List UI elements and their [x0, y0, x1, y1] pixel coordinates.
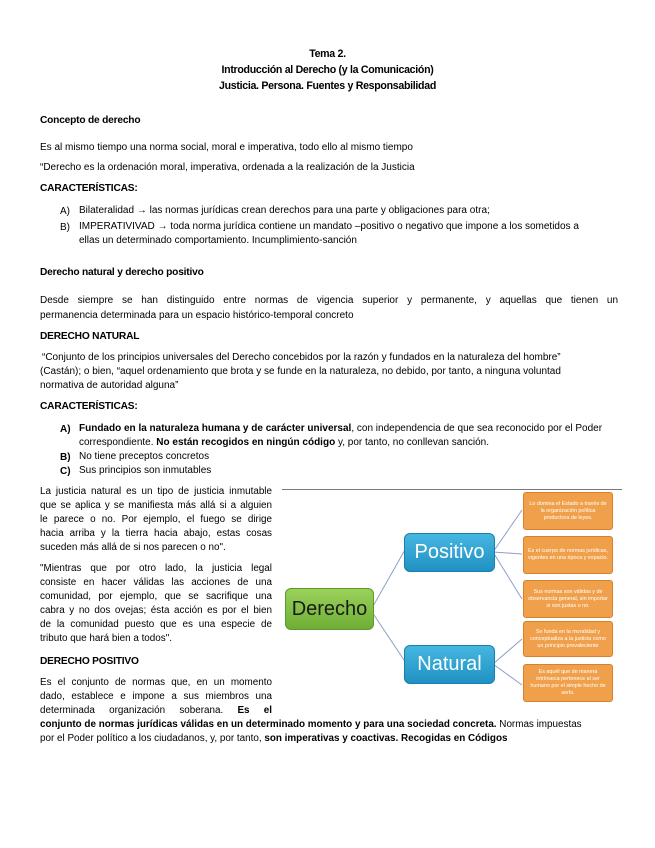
- connector-root-positivo: [372, 548, 406, 608]
- bottom-line-2-bold-1: son imperativas y coactivas.: [264, 733, 399, 744]
- list-item-bilateralidad: Bilateralidad → las normas jurídicas crean derechos para una parte y obligaciones para otra;: [79, 205, 490, 216]
- section-heading-natural-positivo: Derecho natural y derecho positivo: [40, 267, 204, 278]
- dn-marker-c: C): [60, 466, 71, 477]
- dn-marker-a: A): [60, 424, 71, 435]
- dn-definition-line-1: “Conjunto de los principios universales del Derecho concebidos por la razón y fundados en la naturaleza del hombre”: [42, 352, 561, 363]
- connector-natural-leaf-2: [493, 664, 522, 685]
- justicia-legal-l3: comunidad, por ejemplo, que se sacrifique una: [40, 591, 272, 602]
- diagram-node-derecho: Derecho: [285, 588, 374, 630]
- justicia-legal-l6: tributo que hará bien a todos".: [40, 633, 172, 644]
- dn-marker-b: B): [60, 452, 71, 463]
- connector-natural-leaf-1: [493, 639, 522, 664]
- dn-definition-line-3: normativa de autoridad alguna”: [40, 380, 179, 391]
- justicia-legal-l5: de la comunidad puesto que es una especie de: [40, 619, 272, 630]
- diagram-node-natural: Natural: [404, 645, 495, 684]
- diagram-node-positivo: Positivo: [404, 533, 495, 572]
- caracteristicas-heading-2: CARACTERÍSTICAS:: [40, 401, 138, 412]
- justicia-legal-l4: cabra y no dos ovejas; ésta acción es por el bien: [40, 605, 272, 616]
- bottom-line-1-rest: Normas impuestas: [496, 719, 582, 730]
- dn-item-a-bold: Fundado en la naturaleza humana y de carácter universal: [79, 423, 352, 434]
- dn-item-a-rest: , con independencia de que sea reconocido por el Poder: [351, 423, 603, 434]
- derecho-positivo-heading: DERECHO POSITIVO: [40, 656, 139, 667]
- dp-line-3-bold: Es el: [237, 705, 272, 716]
- dp-line-3-pre: determinada organización soberana.: [40, 705, 238, 716]
- dn-item-b: No tiene preceptos concretos: [79, 451, 210, 462]
- doc-title-line-3: Justicia. Persona. Fuentes y Responsabilidad: [219, 80, 436, 92]
- connector-positivo-leaf-2: [493, 552, 522, 554]
- dn-item-a-line2-pre: correspondiente.: [79, 437, 157, 448]
- list-item-imperatividad-cont: ellas un determinado comportamiento. Incumplimiento-sanción: [79, 235, 357, 246]
- list-item-imperatividad: IMPERATIVIVAD → toda norma jurídica contiene un mandato –positivo o negativo que impone a los sometidos a: [79, 221, 579, 232]
- np-paragraph-line-2: permanencia determinada para un espacio histórico-temporal concreto: [40, 310, 354, 321]
- diagram-leaf-positivo-1: Lo domina el Estado a través de la organización política productora de leyes.: [523, 492, 613, 530]
- dp-line-3: [40, 704, 272, 718]
- connector-positivo-leaf-1: [493, 510, 522, 552]
- concepto-paragraph-2: “Derecho es la ordenación moral, imperativa, ordenada a la realización de la Justicia: [40, 162, 415, 173]
- justicia-natural-l3: le parece o no. Por ejemplo, el fuego se dirige: [40, 514, 272, 525]
- justicia-legal-l2: consiste en hacer válidas las acciones de una: [40, 577, 272, 588]
- dn-item-a-line2-post: y, por tanto, no conllevan sanción.: [335, 437, 489, 448]
- diagram-leaf-positivo-2: Es el cuerpo de normas jurídicas, vigentes en una época y espacio.: [523, 536, 613, 574]
- justicia-natural-l1: La justicia natural es un tipo de justicia inmutable: [40, 486, 272, 497]
- bottom-line-2-bold-2: Recogidas en Códigos: [398, 733, 508, 744]
- justicia-natural-l5: suceden más allá de si nos parecen o no".: [40, 542, 226, 553]
- bottom-line-2: [40, 732, 507, 746]
- justicia-natural-l4: hacia arriba y la tierra hacia abajo, estas cosas: [40, 528, 272, 539]
- dn-item-a-line2-bold: No están recogidos en ningún código: [156, 437, 336, 448]
- section-heading-concepto: Concepto de derecho: [40, 115, 141, 126]
- bottom-line-1-bold: conjunto de normas jurídicas válidas en un determinado momento y para una sociedad concreta.: [40, 719, 497, 730]
- doc-title-line-1: Tema 2.: [309, 48, 346, 60]
- list-marker-b: B): [60, 222, 70, 233]
- diagram-leaf-positivo-3: Sus normas son válidas y de observancia general, sin importar si son justas o no.: [523, 580, 613, 618]
- np-paragraph-line-1: Desde siempre se han distinguido entre normas de vigencia superior y permanente, y aquellas que tienen un: [40, 295, 618, 306]
- dn-item-a-line-1: [79, 422, 624, 436]
- dn-definition-line-2: (Castán); o bien, “aquel ordenamiento que brota y se funde en la naturaleza, no debido, por tanto, a ninguna voluntad: [40, 366, 561, 377]
- caracteristicas-heading-1: CARACTERÍSTICAS:: [40, 183, 138, 194]
- dn-item-c: Sus principios son inmutables: [79, 465, 212, 476]
- concepto-paragraph-1: Es al mismo tiempo una norma social, moral e imperativa, todo ello al mismo tiempo: [40, 142, 413, 153]
- justicia-legal-l1: "Mientras que por otro lado, la justicia legal: [40, 563, 272, 574]
- dp-line-2: dado, establece e impone a sus miembros una: [40, 691, 272, 702]
- diagram-leaf-natural-1: Se funda en la moralidad y conceptualiza a la justicia como un principio prevaleciente: [523, 621, 613, 657]
- diagram-leaf-natural-2: Es aquél que de manera intrínseca pertenece al ser humano por el simple hecho de serlo.: [523, 664, 613, 702]
- bottom-line-2-pre: por el Poder político a los ciudadanos, y, por tanto,: [40, 733, 265, 744]
- dp-line-1: Es el conjunto de normas que, en un momento: [40, 677, 272, 688]
- dn-item-a-line-2: [79, 436, 489, 450]
- connector-root-natural: [372, 612, 406, 663]
- list-marker-a: A): [60, 206, 70, 217]
- doc-title-line-2: Introducción al Derecho (y la Comunicación): [221, 64, 434, 76]
- bottom-line-1: [40, 718, 620, 732]
- justicia-natural-l2: que se aplica y se manifiesta más allá si a alguien: [40, 500, 272, 511]
- connector-positivo-leaf-3: [493, 552, 522, 599]
- derecho-natural-heading: DERECHO NATURAL: [40, 331, 140, 342]
